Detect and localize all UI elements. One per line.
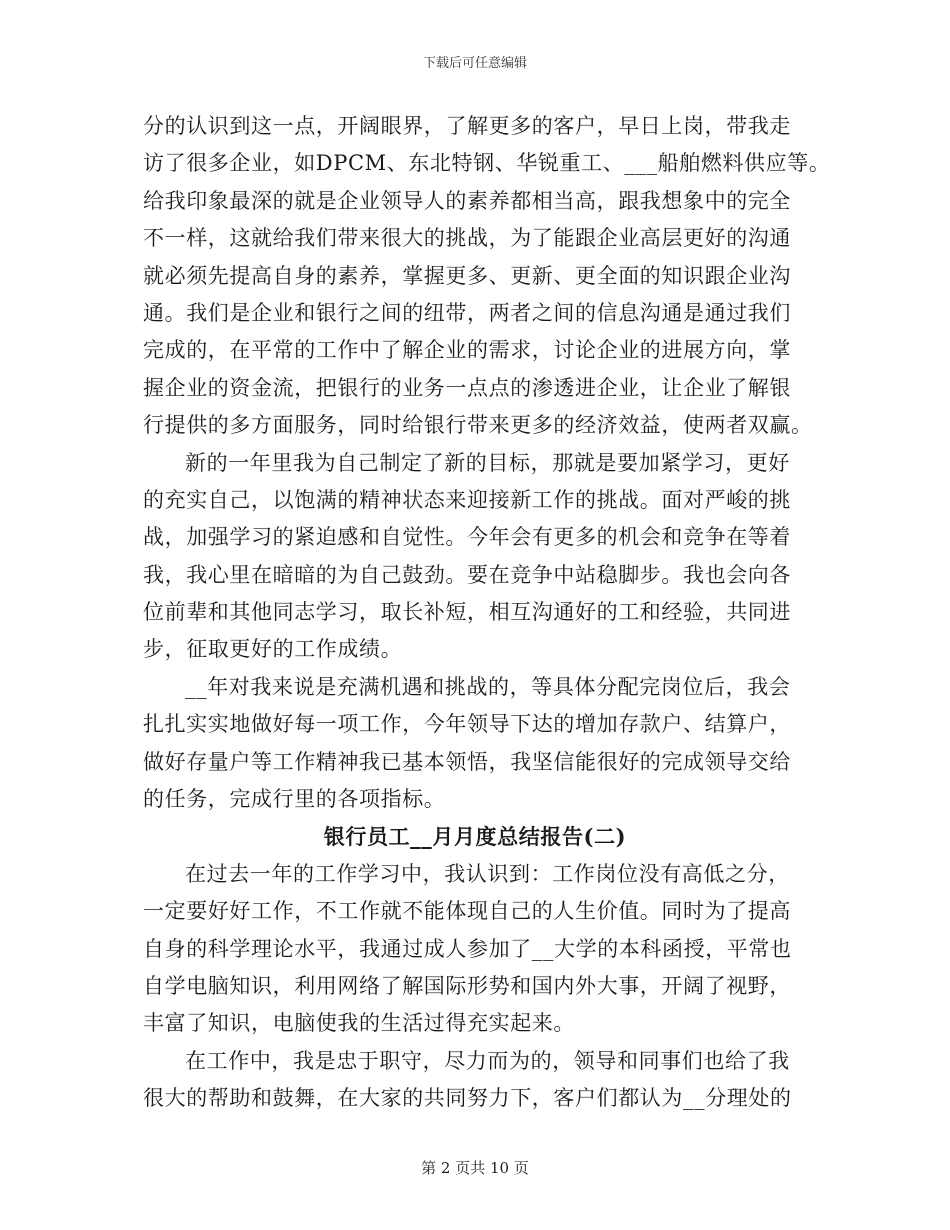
- text-line: 的充实自己，以饱满的精神状态来迎接新工作的挑战。面对严峻的挑: [143, 487, 791, 512]
- text-line: 给我印象最深的就是企业领导人的素养都相当高，跟我想象中的完全: [143, 188, 791, 213]
- text-line: 在工作中，我是忠于职守，尽力而为的，领导和同事们也给了我: [185, 1048, 790, 1073]
- page-header: 下载后可任意编辑: [422, 56, 527, 71]
- paragraph-1: [143, 108, 831, 445]
- text-line: 自身的科学理论水平，我通过成人参加了__大学的本科函授，平常也: [143, 936, 792, 961]
- paragraph-3: [143, 669, 807, 819]
- text-line: 一定要好好工作，不工作就不能体现自己的人生价值。同时为了提高: [143, 899, 791, 924]
- text-line: 扎扎实实地做好每一项工作，今年领导下达的增加存款户、结算户，: [143, 712, 791, 737]
- text-line: 通。我们是企业和银行之间的纽带，两者之间的信息沟通是通过我们: [143, 300, 791, 325]
- text-line: 访了很多企业，如DPCM、东北特钢、华锐重工、___船舶燃料供应等。: [143, 151, 831, 176]
- text-line: 新的一年里我为自己制定了新的目标，那就是要加紧学习，更好: [185, 450, 790, 475]
- text-line: 握企业的资金流，把银行的业务一点点的渗透进企业，让企业了解银: [143, 375, 791, 400]
- text-line: 在过去一年的工作学习中，我认识到：工作岗位没有高低之分，: [185, 861, 790, 886]
- page-footer: 第 2 页共 10 页: [421, 1159, 529, 1177]
- text-line: 的任务，完成行里的各项指标。: [143, 787, 446, 812]
- text-line: 分的认识到这一点，开阔眼界，了解更多的客户，早日上岗，带我走: [143, 114, 791, 138]
- text-line: 丰富了知识，电脑使我的生活过得充实起来。: [143, 1011, 575, 1036]
- document-body: [143, 108, 831, 1118]
- text-line: 战，加强学习的紧迫感和自觉性。今年会有更多的机会和竞争在等着: [143, 525, 791, 550]
- text-line: 自学电脑知识，利用网络了解国际形势和国内外大事，开阔了视野，: [143, 973, 791, 998]
- text-line: 我，我心里在暗暗的为自己鼓劲。要在竞争中站稳脚步。我也会向各: [143, 562, 791, 587]
- text-line: __年对我来说是充满机遇和挑战的，等具体分配完岗位后，我会: [185, 674, 791, 699]
- text-line: 位前辈和其他同志学习，取长补短，相互沟通好的工和经验，共同进: [143, 600, 791, 625]
- text-line: 步，征取更好的工作成绩。: [143, 637, 403, 662]
- text-line: 不一样，这就给我们带来很大的挑战，为了能跟企业高层更好的沟通: [143, 226, 791, 251]
- text-line: 行提供的多方面服务，同时给银行带来更多的经济效益，使两者双赢。: [143, 413, 813, 438]
- text-line: 完成的，在平常的工作中了解企业的需求，讨论企业的进展方向，掌: [143, 338, 791, 363]
- section-title: 银行员工__月月度总结报告(二): [323, 824, 627, 850]
- text-line: 很大的帮助和鼓舞，在大家的共同努力下，客户们都认为__分理处的: [143, 1086, 792, 1111]
- text-line: 就必须先提高自身的素养，掌握更多、更新、更全面的知识跟企业沟: [143, 263, 791, 288]
- paragraph-5: [143, 1043, 807, 1118]
- text-line: 做好存量户等工作精神我已基本领悟，我坚信能很好的完成领导交给: [143, 749, 791, 774]
- paragraph-4: [143, 856, 807, 1043]
- paragraph-2: [143, 445, 807, 669]
